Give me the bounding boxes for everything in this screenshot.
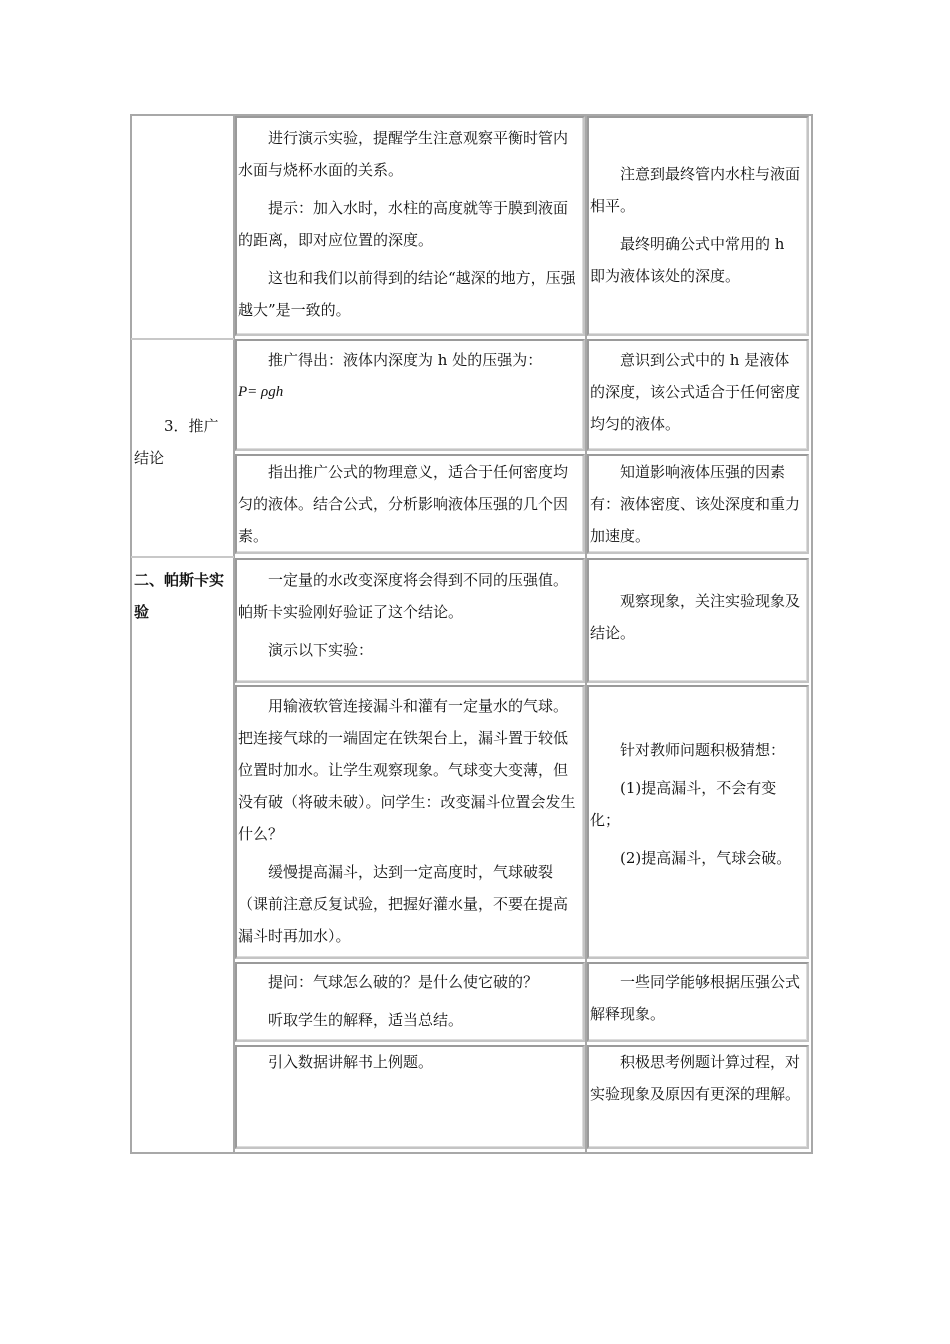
row2-student-text bbox=[590, 344, 804, 440]
paragraph: 意识到公式中的 h 是液体的深度，该公式适合于任何密度均匀的液体。 bbox=[590, 351, 801, 433]
paragraph: 积极思考例题计算过程，对实验现象及原因有更深的理解。 bbox=[590, 1053, 801, 1103]
row2-teacher-text bbox=[238, 344, 578, 408]
section-label-pascal bbox=[134, 564, 230, 628]
paragraph: 注意到最终管内水柱与液面相平。 bbox=[590, 165, 801, 215]
formula: P= ρgh bbox=[238, 384, 284, 400]
row7-student-text bbox=[590, 1046, 804, 1110]
paragraph: 缓慢提高漏斗，达到一定高度时，气球破裂（课前注意反复试验，把握好灌水量，不要在提高漏斗时再加水）。 bbox=[238, 863, 569, 945]
paragraph: 知道影响液体压强的因素有：液体密度、该处深度和重力加速度。 bbox=[590, 463, 801, 545]
paragraph: 这也和我们以前得到的结论“越深的地方，压强越大”是一致的。 bbox=[238, 269, 576, 319]
paragraph: 3．推广结论 bbox=[134, 417, 219, 467]
paragraph: 引入数据讲解书上例题。 bbox=[268, 1053, 434, 1071]
paragraph: 演示以下实验： bbox=[268, 641, 374, 659]
paragraph: 一定量的水改变深度将会得到不同的压强值。帕斯卡实验刚好验证了这个结论。 bbox=[238, 571, 569, 621]
row-separator bbox=[131, 556, 234, 558]
row-separator bbox=[131, 338, 234, 340]
paragraph: 听取学生的解释，适当总结。 bbox=[268, 1011, 464, 1029]
row5-student-text bbox=[590, 734, 804, 874]
row1-student-text bbox=[590, 158, 804, 292]
paragraph: 指出推广公式的物理意义，适合于任何密度均匀的液体。结合公式，分析影响液体压强的几个因素。 bbox=[238, 463, 569, 545]
row3-teacher-text bbox=[238, 456, 578, 552]
paragraph: 观察现象，关注实验现象及结论。 bbox=[590, 592, 801, 642]
paragraph: (2)提高漏斗，气球会破。 bbox=[620, 849, 792, 867]
row4-student-text bbox=[590, 585, 804, 649]
row5-teacher-text bbox=[238, 690, 578, 952]
row4-teacher-text bbox=[238, 564, 578, 666]
paragraph: 二、帕斯卡实验 bbox=[134, 571, 225, 621]
paragraph: 针对教师问题积极猜想： bbox=[620, 741, 786, 759]
paragraph: 最终明确公式中常用的 h 即为液体该处的深度。 bbox=[590, 235, 785, 285]
paragraph: 一些同学能够根据压强公式解释现象。 bbox=[590, 973, 801, 1023]
row3-student-text bbox=[590, 456, 804, 552]
row1-teacher-text bbox=[238, 122, 578, 326]
row6-student-text bbox=[590, 966, 804, 1030]
section-label-generalize bbox=[134, 410, 230, 474]
paragraph: 推广得出：液体内深度为 h 处的压强为： bbox=[268, 351, 543, 369]
paragraph: (1)提高漏斗，不会有变化； bbox=[590, 779, 777, 829]
paragraph: 提示：加入水时，水柱的高度就等于膜到液面的距离，即对应位置的深度。 bbox=[238, 199, 569, 249]
row6-teacher-text bbox=[238, 966, 578, 1036]
row7-teacher-text bbox=[238, 1046, 578, 1078]
paragraph: 用输液软管连接漏斗和灌有一定量水的气球。把连接气球的一端固定在铁架台上，漏斗置于较低位置时加水。让学生观察现象。气球变大变薄，但没有破（将破未破）。问学生：改变漏斗位置会发生什么？ bbox=[238, 697, 576, 843]
paragraph: 进行演示实验，提醒学生注意观察平衡时管内水面与烧杯水面的关系。 bbox=[238, 129, 569, 179]
paragraph: 提问：气球怎么破的？是什么使它破的？ bbox=[268, 973, 539, 991]
